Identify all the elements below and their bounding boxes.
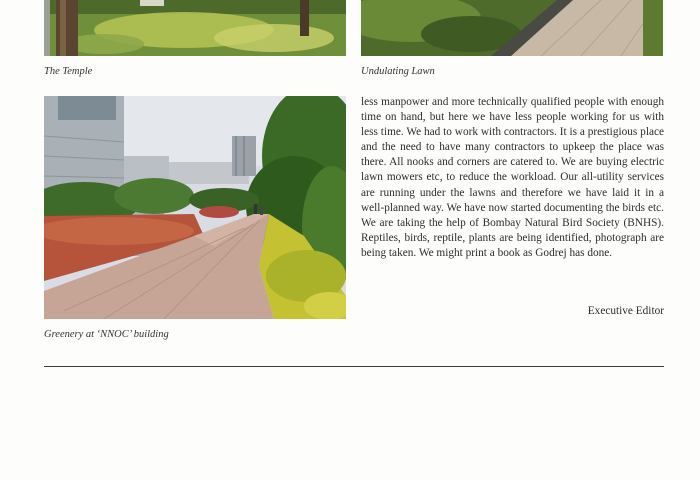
greenery-photo xyxy=(44,96,346,319)
temple-photo xyxy=(44,0,346,56)
caption-greenery: Greenery at ‘NNOC’ building xyxy=(44,329,169,340)
lawn-photo xyxy=(361,0,663,56)
caption-temple: The Temple xyxy=(44,66,93,77)
divider-rule xyxy=(44,366,664,367)
signature: Executive Editor xyxy=(587,305,664,317)
article-body: less manpower and more technically qualified people with enough time on hand, but here we have less people working for us with less time. We had to work with contractors. It is a prestigious place and the need to have many contractors to upkeep the place was there. All nooks and corners are catered to. We are buying electric lawn mowers etc, to reduce the workload. Our all-utility services are running under the lawns and therefore we have laid it in a well-planned way. We have now started documenting the birds etc. We are taking the help of Bombay Natural Bird Society (BNHS). Reptiles, birds, reptile, plants are being identified, photograph are being taken. We might print a book as Godrej has done. xyxy=(361,96,664,259)
caption-lawn: Undulating Lawn xyxy=(361,66,435,77)
